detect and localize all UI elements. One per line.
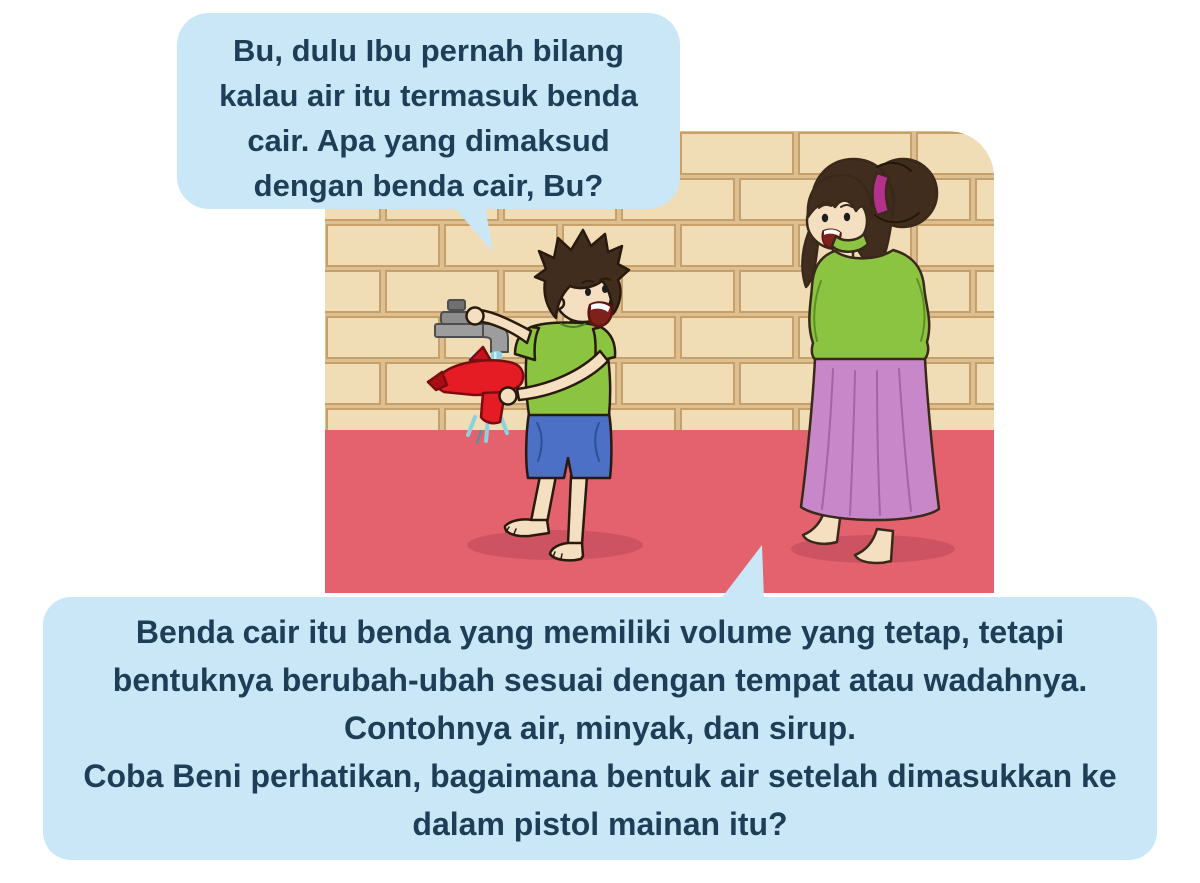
mother-figure [801, 159, 939, 563]
speech-bubble-answer [43, 597, 1157, 860]
question-bubble-tail [443, 205, 499, 255]
question-line: cair. Apa yang dimaksud [247, 123, 610, 158]
question-line: kalau air itu termasuk benda [219, 78, 638, 113]
question-line: dengan benda cair, Bu? [253, 168, 604, 203]
answer-line: bentuknya berubah-ubah sesuai dengan tempat atau wadahnya. [112, 662, 1088, 698]
answer-line: Contohnya air, minyak, dan sirup. [343, 710, 857, 746]
answer-bubble-tail [714, 542, 770, 602]
speech-bubble-question [177, 13, 680, 209]
question-line: Bu, dulu Ibu pernah bilang [233, 33, 624, 68]
answer-line: dalam pistol mainan itu? [412, 806, 788, 842]
answer-line: Benda cair itu benda yang memiliki volume yang tetap, tetapi [135, 614, 1065, 650]
answer-line: Coba Beni perhatikan, bagaimana bentuk air setelah dimasukkan ke [83, 758, 1117, 794]
